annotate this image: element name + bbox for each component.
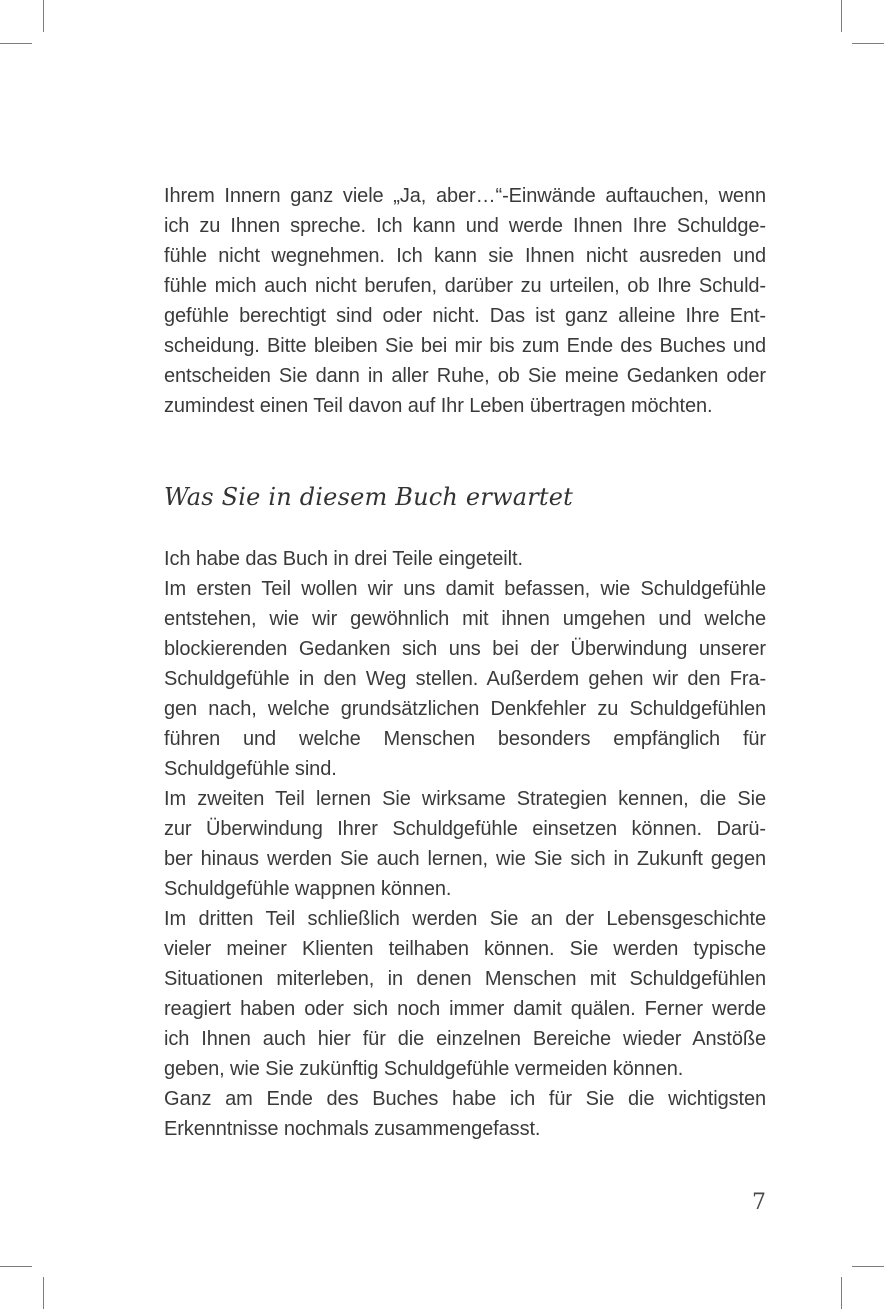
crop-mark-bottom-left-horizontal [0, 1266, 32, 1267]
text-line: Ich habe das Buch in drei Teile eingeteilt. [164, 548, 523, 570]
crop-mark-top-right-vertical [841, 0, 842, 32]
section-heading: Was Sie in diesem Buch erwartet [164, 483, 574, 511]
crop-mark-bottom-right-horizontal [852, 1266, 884, 1267]
text-line: ich zu Ihnen spreche. Ich kann und werde Ihnen Ihre Schuldge- [164, 215, 766, 237]
text-line: entstehen, wie wir gewöhnlich mit ihnen umgehen und welche [164, 608, 766, 630]
text-line: Situationen miterleben, in denen Menschen mit Schuldgefühlen [164, 968, 766, 990]
text-line: fühle nicht wegnehmen. Ich kann sie Ihnen nicht ausreden und [164, 245, 766, 267]
text-line: blockierenden Gedanken sich uns bei der Überwindung unserer [164, 638, 766, 660]
paragraph [164, 904, 766, 1084]
body-paragraphs [164, 544, 766, 1144]
text-line: Im dritten Teil schließlich werden Sie an der Lebensgeschichte [164, 908, 766, 930]
text-line: fühle mich auch nicht berufen, darüber zu urteilen, ob Ihre Schuld- [164, 275, 766, 297]
text-line: Schuldgefühle in den Weg stellen. Außerdem gehen wir den Fra- [164, 668, 766, 690]
intro-paragraph [164, 181, 766, 421]
text-line: Ihrem Innern ganz viele „Ja, aber…“-Einwände auftauchen, wenn [164, 185, 766, 207]
crop-mark-top-left-vertical [43, 0, 44, 32]
text-line: Ganz am Ende des Buches habe ich für Sie die wichtigsten [164, 1088, 766, 1110]
text-line: scheidung. Bitte bleiben Sie bei mir bis zum Ende des Buches und [164, 335, 766, 357]
text-line: ich Ihnen auch hier für die einzelnen Bereiche wieder Anstöße [164, 1028, 766, 1050]
text-line: Im ersten Teil wollen wir uns damit befassen, wie Schuldgefühle [164, 578, 766, 600]
text-line: Im zweiten Teil lernen Sie wirksame Strategien kennen, die Sie [164, 788, 766, 810]
paragraph [164, 1084, 766, 1144]
text-line: ber hinaus werden Sie auch lernen, wie Sie sich in Zukunft gegen [164, 848, 766, 870]
paragraph [164, 784, 766, 904]
text-line: Schuldgefühle wappnen können. [164, 878, 452, 900]
text-line: führen und welche Menschen besonders empfänglich für [164, 728, 766, 750]
crop-mark-top-left-horizontal [0, 43, 32, 44]
text-line: Erkenntnisse nochmals zusammengefasst. [164, 1118, 541, 1140]
text-line: vieler meiner Klienten teilhaben können. Sie werden typische [164, 938, 766, 960]
text-line: gen nach, welche grundsätzlichen Denkfehler zu Schuldgefühlen [164, 698, 766, 720]
text-block [164, 181, 766, 1144]
text-line: zur Überwindung Ihrer Schuldgefühle einsetzen können. Darü- [164, 818, 766, 840]
crop-mark-top-right-horizontal [852, 43, 884, 44]
text-line: reagiert haben oder sich noch immer damit quälen. Ferner werde [164, 998, 766, 1020]
crop-mark-bottom-right-vertical [841, 1277, 842, 1309]
text-line: entscheiden Sie dann in aller Ruhe, ob Sie meine Gedanken oder [164, 365, 766, 387]
text-line: zumindest einen Teil davon auf Ihr Leben übertragen möchten. [164, 395, 713, 417]
text-line: geben, wie Sie zukünftig Schuldgefühle vermeiden können. [164, 1058, 684, 1080]
text-line: gefühle berechtigt sind oder nicht. Das ist ganz alleine Ihre Ent- [164, 305, 766, 327]
page-number: 7 [752, 1190, 766, 1215]
text-line: Schuldgefühle sind. [164, 758, 337, 780]
paragraph [164, 574, 766, 784]
crop-mark-bottom-left-vertical [43, 1277, 44, 1309]
paragraph [164, 544, 766, 574]
